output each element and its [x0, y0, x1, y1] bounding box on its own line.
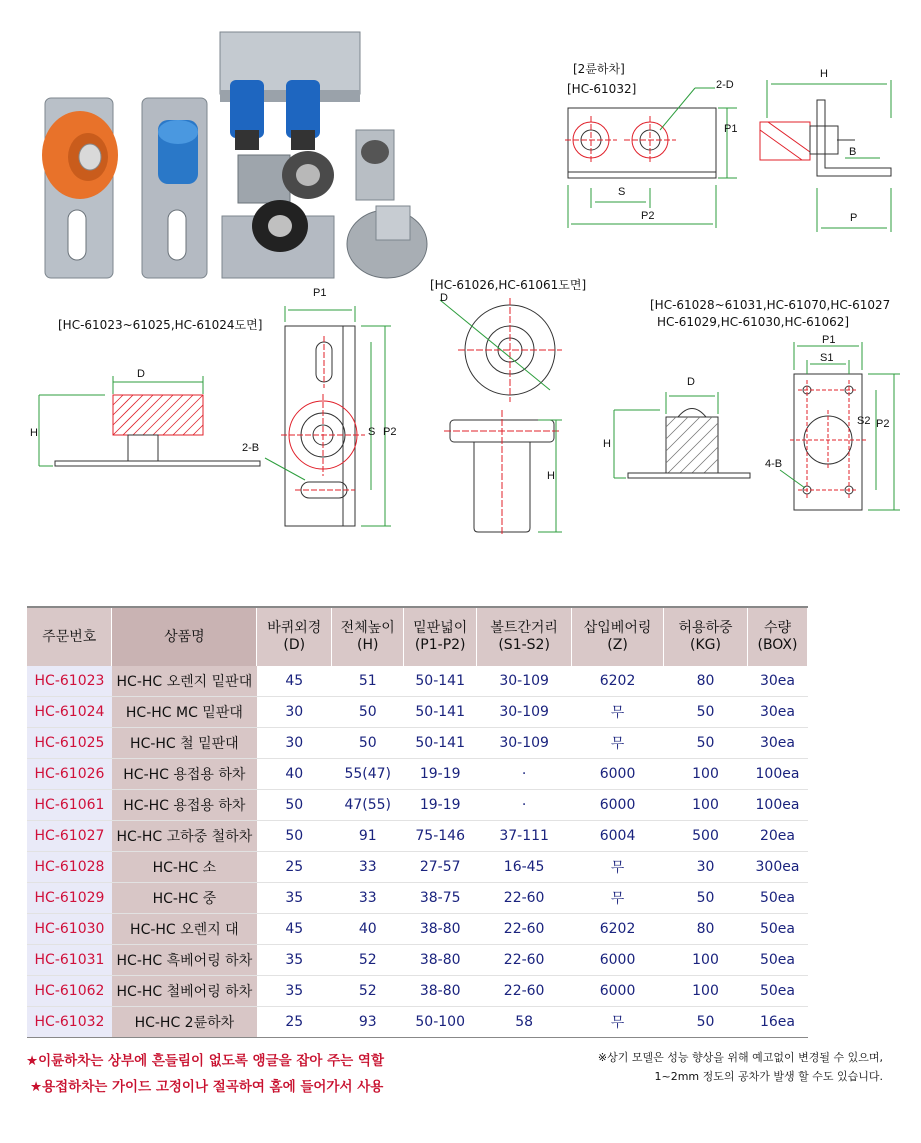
spec-cell: 30-109 — [477, 728, 572, 759]
spec-cell: 45 — [257, 914, 332, 945]
two-wheel-code: [HC-61032] — [567, 82, 637, 96]
spec-cell: 22-60 — [477, 945, 572, 976]
column-header-label: 밑판넓이 — [413, 620, 468, 636]
spec-cell: 22-60 — [477, 976, 572, 1007]
spec-cell: 50ea — [747, 945, 807, 976]
spec-cell: 16-45 — [477, 852, 572, 883]
column-header — [572, 607, 664, 666]
spec-cell: 25 — [257, 852, 332, 883]
product-name-cell: HC-HC 오렌지 대 — [112, 914, 257, 945]
spec-table — [27, 606, 808, 1038]
table-row — [27, 852, 808, 883]
label-p1-a: P1 — [724, 123, 738, 135]
column-header-label: 삽입베어링 — [583, 620, 652, 636]
label-p2-b: P2 — [383, 426, 397, 438]
label-p1-d: P1 — [822, 334, 836, 346]
column-header-label: 주문번호 — [42, 628, 97, 645]
spec-cell: 30-109 — [477, 697, 572, 728]
column-header — [664, 607, 748, 666]
spec-cell: 50-141 — [404, 666, 477, 697]
spec-cell: 30ea — [747, 697, 807, 728]
d61028-title-2: HC-61029,HC-61030,HC-61062] — [657, 315, 850, 329]
column-header — [112, 607, 257, 666]
label-s2-d: S2 — [857, 415, 871, 427]
label-d-b: D — [137, 368, 145, 380]
product-name-cell: HC-HC 흑베어링 하차 — [112, 945, 257, 976]
spec-cell: 30ea — [747, 666, 807, 697]
spec-cell: 35 — [257, 976, 332, 1007]
two-wheel-title: [2륜하차] — [573, 62, 625, 76]
spec-cell: 33 — [332, 852, 404, 883]
spec-cell: 100 — [664, 945, 748, 976]
spec-cell: 38-75 — [404, 883, 477, 914]
product-name-cell: HC-HC 소 — [112, 852, 257, 883]
spec-cell: 50 — [257, 790, 332, 821]
table-row — [27, 821, 808, 852]
spec-cell: 58 — [477, 1007, 572, 1038]
spec-cell: 22-60 — [477, 914, 572, 945]
column-header-label: 상품명 — [164, 628, 205, 645]
order-code-cell: HC-61028 — [27, 852, 112, 883]
product-name-cell: HC-HC 2륜하차 — [112, 1007, 257, 1038]
product-name-cell: HC-HC 오렌지 밑판대 — [112, 666, 257, 697]
product-name-cell: HC-HC 철베어링 하차 — [112, 976, 257, 1007]
table-row — [27, 697, 808, 728]
order-code-cell: HC-61023 — [27, 666, 112, 697]
order-code-cell: HC-61061 — [27, 790, 112, 821]
column-header-unit: (S1-S2) — [498, 637, 550, 653]
table-row — [27, 945, 808, 976]
spec-cell: 25 — [257, 1007, 332, 1038]
column-header-unit: (D) — [283, 637, 306, 653]
spec-cell: 50-100 — [404, 1007, 477, 1038]
spec-cell: 50ea — [747, 914, 807, 945]
spec-cell: 100 — [664, 976, 748, 1007]
spec-cell: 100 — [664, 759, 748, 790]
spec-cell: 50 — [664, 728, 748, 759]
spec-cell: 100 — [664, 790, 748, 821]
spec-cell: 91 — [332, 821, 404, 852]
spec-cell: 6000 — [572, 945, 664, 976]
spec-cell: 51 — [332, 666, 404, 697]
spec-cell: 무 — [572, 728, 664, 759]
spec-cell: 50 — [332, 728, 404, 759]
spec-cell: 40 — [257, 759, 332, 790]
column-header — [332, 607, 404, 666]
column-header — [477, 607, 572, 666]
label-d-c: D — [440, 292, 448, 304]
spec-cell: 93 — [332, 1007, 404, 1038]
d61026-drawing — [420, 280, 590, 540]
spec-cell: · — [477, 759, 572, 790]
spec-cell: 27-57 — [404, 852, 477, 883]
spec-cell: 무 — [572, 883, 664, 914]
label-s1-d: S1 — [820, 352, 834, 364]
column-header — [747, 607, 807, 666]
table-row — [27, 914, 808, 945]
product-name-cell: HC-HC 중 — [112, 883, 257, 914]
product-name-cell: HC-HC MC 밑판대 — [112, 697, 257, 728]
column-header-label: 바퀴외경 — [267, 620, 322, 636]
label-s-b: S — [368, 426, 376, 438]
table-row — [27, 1007, 808, 1038]
label-h-a: H — [820, 68, 828, 80]
column-header-label: 볼트간거리 — [490, 620, 558, 636]
order-code-cell: HC-61031 — [27, 945, 112, 976]
label-p-a: P — [850, 212, 858, 224]
order-code-cell: HC-61024 — [27, 697, 112, 728]
column-header — [27, 607, 112, 666]
spec-cell: 47(55) — [332, 790, 404, 821]
order-code-cell: HC-61029 — [27, 883, 112, 914]
table-row — [27, 728, 808, 759]
spec-cell: 50ea — [747, 883, 807, 914]
label-b-a: B — [849, 146, 857, 158]
spec-cell: 6000 — [572, 759, 664, 790]
spec-cell: 30-109 — [477, 666, 572, 697]
spec-cell: 22-60 — [477, 883, 572, 914]
column-header-unit: (KG) — [690, 637, 721, 653]
table-row — [27, 883, 808, 914]
column-header-unit: (Z) — [607, 637, 628, 653]
spec-cell: 37-111 — [477, 821, 572, 852]
spec-cell: 75-146 — [404, 821, 477, 852]
column-header-label: 수량 — [763, 620, 792, 636]
column-header-unit: (H) — [357, 637, 379, 653]
spec-cell: 38-80 — [404, 976, 477, 1007]
label-d-d: D — [687, 376, 695, 388]
spec-cell: 50-141 — [404, 728, 477, 759]
spec-cell: 80 — [664, 666, 748, 697]
spec-cell: 20ea — [747, 821, 807, 852]
label-p2-a: P2 — [641, 210, 655, 222]
spec-cell: 500 — [664, 821, 748, 852]
order-code-cell: HC-61026 — [27, 759, 112, 790]
spec-cell: 30 — [664, 852, 748, 883]
column-header — [257, 607, 332, 666]
spec-cell: 30ea — [747, 728, 807, 759]
d61026-title: [HC-61026,HC-61061도면] — [430, 278, 587, 292]
spec-cell: 40 — [332, 914, 404, 945]
spec-cell: 300ea — [747, 852, 807, 883]
column-header-label: 전체높이 — [340, 620, 395, 636]
label-p2-d: P2 — [876, 418, 890, 430]
note-tolerance: 1~2mm 정도의 공차가 발생 할 수도 있습니다. — [654, 1070, 883, 1083]
product-name-cell: HC-HC 철 밑판대 — [112, 728, 257, 759]
product-name-cell: HC-HC 용접용 하차 — [112, 759, 257, 790]
d61023-title: [HC-61023~61025,HC-61024도면] — [58, 318, 263, 332]
d61028-drawing — [600, 330, 905, 530]
spec-cell: 6000 — [572, 790, 664, 821]
label-4b: 4-B — [765, 458, 783, 470]
spec-cell: 50 — [664, 697, 748, 728]
column-header-unit: (P1-P2) — [414, 637, 466, 653]
product-name-cell: HC-HC 용접용 하차 — [112, 790, 257, 821]
order-code-cell: HC-61062 — [27, 976, 112, 1007]
spec-cell: 45 — [257, 666, 332, 697]
order-code-cell: HC-61032 — [27, 1007, 112, 1038]
spec-cell: 52 — [332, 945, 404, 976]
order-code-cell: HC-61030 — [27, 914, 112, 945]
spec-cell: 35 — [257, 883, 332, 914]
spec-cell: 무 — [572, 852, 664, 883]
spec-cell: 무 — [572, 697, 664, 728]
spec-cell: 6004 — [572, 821, 664, 852]
product-name-cell: HC-HC 고하중 철하차 — [112, 821, 257, 852]
spec-cell: 35 — [257, 945, 332, 976]
spec-cell: 55(47) — [332, 759, 404, 790]
spec-cell: 16ea — [747, 1007, 807, 1038]
spec-cell: 38-80 — [404, 914, 477, 945]
label-h-d: H — [603, 438, 611, 450]
spec-cell: 6202 — [572, 914, 664, 945]
column-header-label: 허용하중 — [678, 620, 733, 636]
spec-cell: 19-19 — [404, 759, 477, 790]
spec-cell: 52 — [332, 976, 404, 1007]
spec-cell: 80 — [664, 914, 748, 945]
table-row — [27, 790, 808, 821]
label-2d: 2-D — [716, 79, 734, 91]
product-photo — [30, 20, 450, 285]
column-header — [404, 607, 477, 666]
two-wheel-drawing — [555, 60, 915, 245]
table-row — [27, 759, 808, 790]
spec-cell: 50 — [664, 1007, 748, 1038]
note-welding: ★용접하차는 가이드 고정이나 절곡하여 홈에 들어가서 사용 — [30, 1079, 384, 1095]
note-change-notice: ※상기 모델은 성능 향상을 위해 예고없이 변경될 수 있으며, — [597, 1051, 883, 1064]
spec-cell: 38-80 — [404, 945, 477, 976]
note-two-wheel: ★이륜하차는 상부에 흔들림이 없도록 앵글을 잡아 주는 역할 — [26, 1053, 384, 1069]
column-header-unit: (BOX) — [757, 637, 798, 653]
order-code-cell: HC-61025 — [27, 728, 112, 759]
spec-cell: 6202 — [572, 666, 664, 697]
spec-cell: 50 — [332, 697, 404, 728]
label-s-a: S — [618, 186, 626, 198]
spec-cell: 50-141 — [404, 697, 477, 728]
spec-cell: 19-19 — [404, 790, 477, 821]
d61023-drawing — [25, 290, 415, 540]
label-h-b: H — [30, 427, 38, 439]
spec-cell: · — [477, 790, 572, 821]
spec-cell: 50 — [664, 883, 748, 914]
spec-cell: 50 — [257, 821, 332, 852]
d61028-title-1: [HC-61028~61031,HC-61070,HC-61027 — [650, 298, 891, 312]
table-header-row — [27, 607, 808, 666]
spec-cell: 30 — [257, 697, 332, 728]
table-row — [27, 976, 808, 1007]
label-h-c: H — [547, 470, 555, 482]
label-2b: 2-B — [242, 442, 260, 454]
spec-cell: 30 — [257, 728, 332, 759]
spec-cell: 50ea — [747, 976, 807, 1007]
spec-cell: 33 — [332, 883, 404, 914]
table-row — [27, 666, 808, 697]
spec-cell: 100ea — [747, 759, 807, 790]
order-code-cell: HC-61027 — [27, 821, 112, 852]
spec-cell: 6000 — [572, 976, 664, 1007]
spec-cell: 무 — [572, 1007, 664, 1038]
spec-cell: 100ea — [747, 790, 807, 821]
label-p1-b: P1 — [313, 287, 327, 299]
